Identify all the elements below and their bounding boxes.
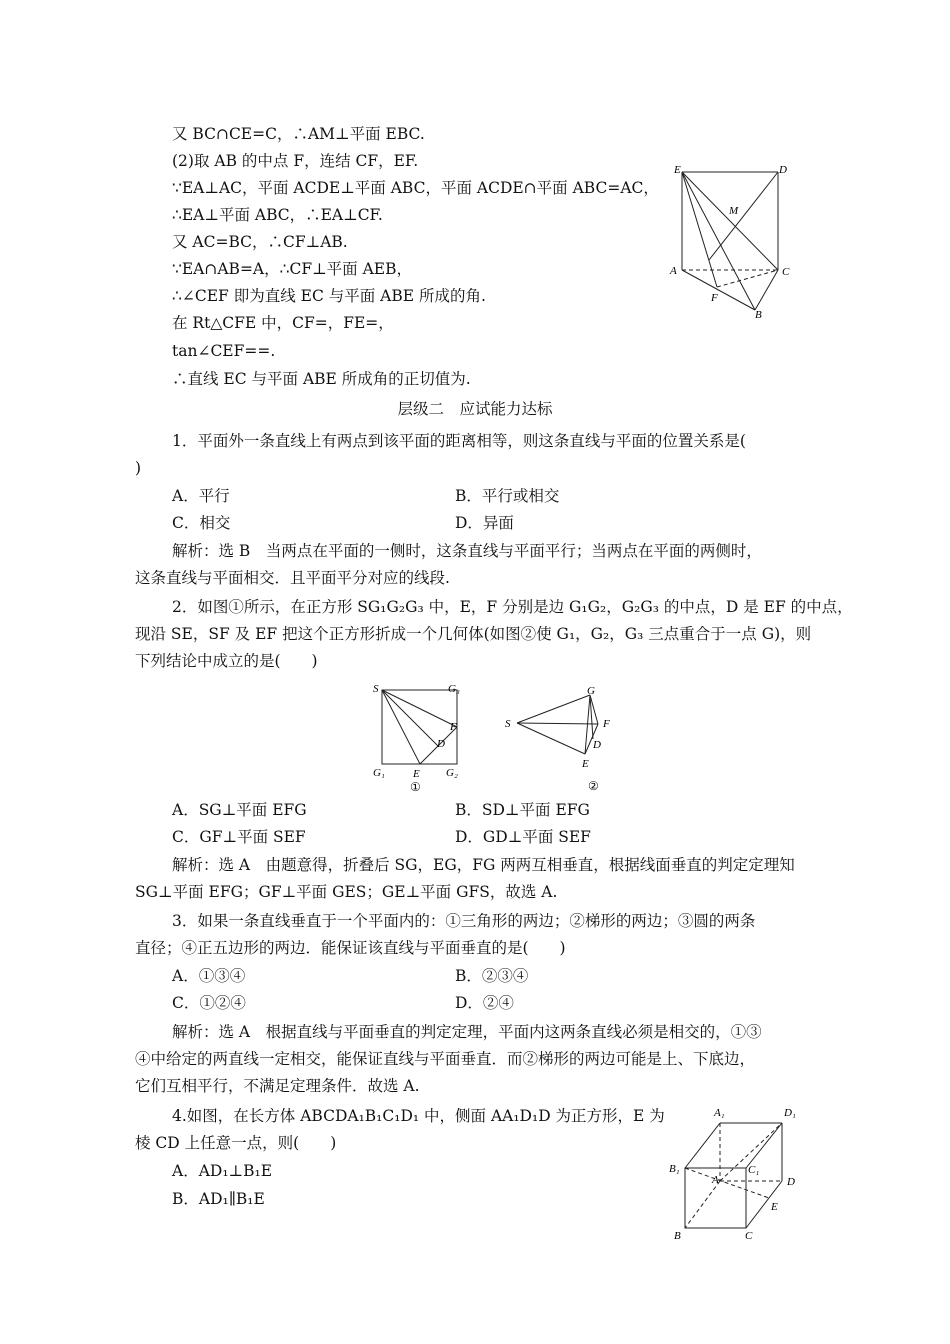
q2-option-c: C．GF⊥平面 SEF	[172, 828, 306, 846]
label-A: A	[670, 265, 677, 277]
figure-folded-tetrahedron	[500, 683, 625, 795]
q3-answer: 解析：选 A 根据直线与平面垂直的判定定理，平面内这两条直线必须是相交的，①③	[172, 1023, 762, 1041]
label-C1: C₁	[748, 1164, 760, 1176]
q2-option-a: A．SG⊥平面 EFG	[172, 801, 307, 819]
label-E: E	[771, 1201, 778, 1213]
section-title: 层级二 应试能力达标	[397, 400, 553, 418]
q1-answer: 解析：选 B 当两点在平面的一侧时，这条直线与平面平行；当两点在平面的两侧时，	[172, 542, 762, 560]
text-line: 在 Rt△CFE 中，CF=，FE=，	[172, 314, 394, 332]
figure-cuboid	[665, 1100, 815, 1245]
label-C: C	[782, 266, 790, 278]
label-B1: B₁	[669, 1163, 680, 1175]
q3-answer-cont: ④中给定的两直线一定相交，能保证直线与平面垂直．而②梯形的两边可能是上、下底边，	[135, 1050, 756, 1068]
figure-number-2: ②	[588, 779, 599, 793]
q1-option-d: D．异面	[455, 514, 514, 532]
text-line: ∴EA⊥平面 ABC，∴EA⊥CF.	[172, 206, 383, 224]
text-line: 又 BC∩CE=C，∴AM⊥平面 EBC.	[172, 125, 425, 143]
label-M: M	[729, 205, 739, 217]
q4-stem: 4.如图，在长方体 ABCDA₁B₁C₁D₁ 中，侧面 AA₁D₁D 为正方形，E 为	[172, 1107, 665, 1125]
label-D: D	[437, 738, 445, 750]
text-line: 又 AC=BC，∴CF⊥AB.	[172, 233, 348, 251]
text-line: ∴直线 EC 与平面 ABE 所成角的正切值为.	[172, 370, 471, 388]
q2-stem-cont: 下列结论中成立的是( )	[135, 652, 318, 670]
q4-stem-cont: 棱 CD 上任意一点，则( )	[135, 1134, 337, 1152]
figure-pyramid-ecb	[665, 160, 805, 320]
q1-option-a: A．平行	[172, 487, 230, 505]
q2-option-b: B．SD⊥平面 EFG	[455, 801, 590, 819]
q3-option-a: A．①③④	[172, 967, 246, 985]
q3-option-b: B．②③④	[455, 967, 529, 985]
q4-option-b: B．AD₁∥B₁E	[172, 1190, 265, 1208]
text-line: ∴∠CEF 即为直线 EC 与平面 ABE 所成的角.	[172, 287, 486, 305]
figure-number-1: ①	[410, 780, 421, 794]
q3-answer-cont: 它们互相平行，不满足定理条件．故选 A.	[135, 1077, 420, 1095]
label-B: B	[755, 309, 762, 320]
label-G3: G₃	[448, 683, 460, 695]
q3-stem: 3．如果一条直线垂直于一个平面内的：①三角形的两边；②梯形的两边；③圆的两条	[172, 912, 756, 930]
label-B: B	[674, 1230, 681, 1242]
q2-option-d: D．GD⊥平面 SEF	[455, 828, 591, 846]
q3-option-d: D．②④	[455, 994, 514, 1012]
label-G2: G₂	[446, 767, 458, 779]
text-line: ∵EA∩AB=A，∴CF⊥平面 AEB，	[172, 260, 413, 278]
label-E: E	[413, 768, 420, 780]
q1-option-b: B．平行或相交	[455, 487, 560, 505]
label-G: G	[587, 685, 595, 697]
q1-stem-cont: )	[135, 459, 142, 477]
label-S: S	[505, 718, 511, 730]
q2-answer: 解析：选 A 由题意得，折叠后 SG，EG，FG 两两互相垂直，根据线面垂直的判定定理知	[172, 856, 795, 874]
q3-option-c: C．①②④	[172, 994, 246, 1012]
q1-option-c: C．相交	[172, 514, 231, 532]
q2-stem: 2．如图①所示，在正方形 SG₁G₂G₃ 中，E，F 分别是边 G₁G₂，G₂G₃ 的中点，D 是 EF 的中点，	[172, 598, 853, 616]
q4-option-a: A．AD₁⊥B₁E	[172, 1162, 273, 1180]
label-E: E	[582, 758, 589, 770]
label-D: D	[779, 164, 787, 176]
q2-answer-cont: SG⊥平面 EFG；GF⊥平面 GES；GE⊥平面 GFS，故选 A.	[135, 883, 558, 901]
label-F: F	[603, 718, 610, 730]
label-F: F	[711, 292, 718, 304]
figure-square-sg1g2g3	[370, 680, 470, 795]
label-A1: A₁	[714, 1107, 725, 1119]
text-line: ∵EA⊥AC，平面 ACDE⊥平面 ABC，平面 ACDE∩平面 ABC=AC，	[172, 179, 659, 197]
label-S: S	[373, 683, 379, 695]
q1-answer-cont: 这条直线与平面相交．且平面平分对应的线段.	[135, 569, 450, 587]
label-D: D	[787, 1176, 795, 1188]
label-C: C	[745, 1230, 753, 1242]
text-line: tan∠CEF==.	[172, 342, 276, 360]
label-F: F	[450, 721, 457, 733]
label-D1: D₁	[784, 1107, 796, 1119]
q2-stem-cont: 现沿 SE，SF 及 EF 把这个正方形折成一个几何体(如图②使 G₁，G₂，G₃ 三点重合于一点 G)，则	[135, 625, 812, 643]
q3-stem-cont: 直径；④正五边形的两边．能保证该直线与平面垂直的是( )	[135, 939, 566, 957]
label-E: E	[674, 164, 681, 176]
text-line: (2)取 AB 的中点 F，连结 CF，EF.	[172, 152, 419, 170]
label-A: A	[712, 1174, 719, 1186]
label-G1: G₁	[373, 767, 385, 779]
label-D: D	[593, 739, 601, 751]
q1-stem: 1．平面外一条直线上有两点到该平面的距离相等，则这条直线与平面的位置关系是(	[172, 432, 746, 450]
